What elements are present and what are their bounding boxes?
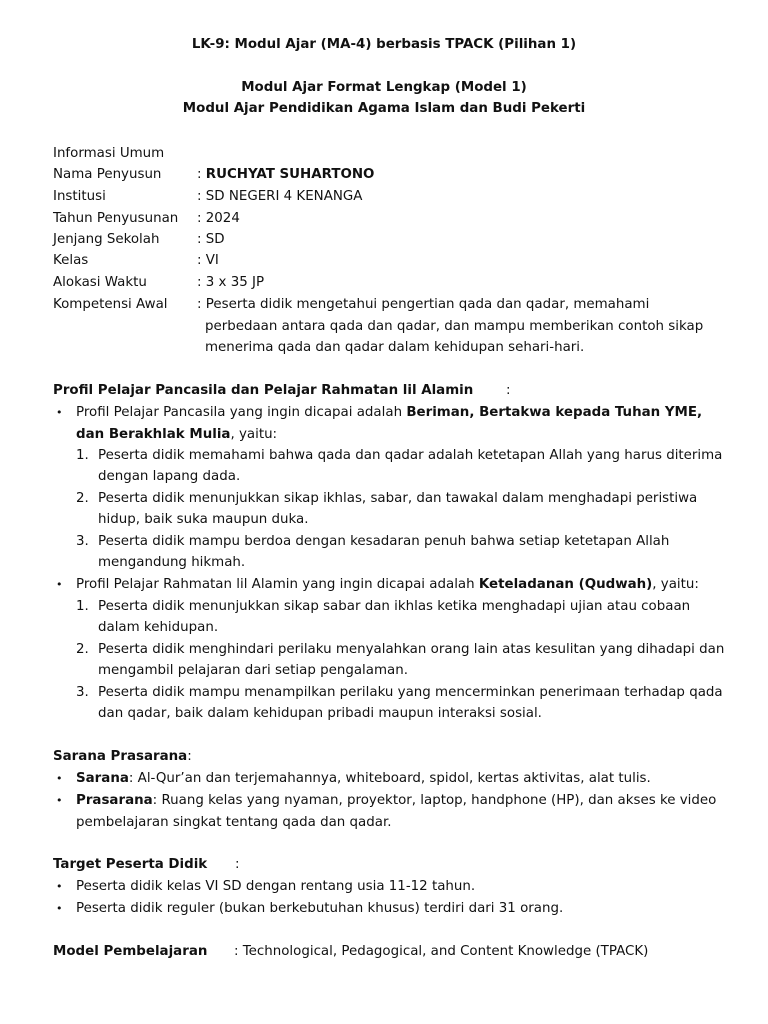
target-item: Peserta didik reguler (bukan berkebutuhan khusus) terdiri dari 31 orang. [76, 901, 564, 916]
info-value-institusi: : SD NEGERI 4 KENANGA [197, 189, 363, 204]
info-label-tahun: Tahun Penyusunan [53, 211, 179, 226]
target-heading: Target Peserta Didik [53, 857, 208, 872]
info-label-kelas: Kelas [53, 253, 89, 268]
info-heading: Informasi Umum [53, 146, 165, 161]
list-number: 2. [76, 642, 89, 657]
list-item: Peserta didik memahami bahwa qada dan qadar adalah ketetapan Allah yang harus diterima [98, 448, 723, 463]
list-number: 3. [76, 685, 89, 700]
list-number: 1. [76, 448, 89, 463]
list-item-cont: hidup, baik suka maupun duka. [98, 512, 309, 527]
info-value-kelas: : VI [197, 253, 219, 268]
info-value-tahun: : 2024 [197, 211, 240, 226]
list-item: Peserta didik menunjukkan sikap ikhlas, sabar, dan tawakal dalam menghadapi peristiwa [98, 491, 698, 506]
info-value-jenjang: : SD [197, 232, 225, 247]
bullet-icon: • [56, 902, 63, 915]
sarana-heading: Sarana Prasarana: [53, 749, 192, 764]
doc-subtitle-2: Modul Ajar Pendidikan Agama Islam dan Budi Pekerti [182, 101, 586, 116]
list-item: Peserta didik menghindari perilaku menyalahkan orang lain atas kesulitan yang dihadapi dan [98, 642, 725, 657]
bullet-icon: • [56, 772, 63, 785]
info-value-kompetensi-cont-2: menerima qada dan qadar dalam kehidupan sehari-hari. [205, 340, 585, 355]
bullet-icon: • [56, 406, 63, 419]
list-item: Peserta didik menunjukkan sikap sabar dan ikhlas ketika menghadapi ujian atau cobaan [98, 599, 691, 614]
list-item: Peserta didik mampu berdoa dengan kesadaran penuh bahwa setiap ketetapan Allah [98, 534, 670, 549]
model-label: Model Pembelajaran [53, 944, 208, 959]
info-value-alokasi: : 3 x 35 JP [197, 275, 265, 290]
profil-heading-colon: : [506, 383, 511, 398]
model-value: : Technological, Pedagogical, and Content Knowledge (TPACK) [234, 944, 649, 959]
doc-subtitle-1: Modul Ajar Format Lengkap (Model 1) [241, 80, 527, 95]
list-item-cont: dengan lapang dada. [98, 469, 241, 484]
info-label-nama: Nama Penyusun [53, 167, 162, 182]
info-value-kompetensi: : Peserta didik mengetahui pengertian qada dan qadar, memahami [197, 297, 650, 312]
target-item: Peserta didik kelas VI SD dengan rentang usia 11-12 tahun. [76, 879, 476, 894]
info-label-institusi: Institusi [53, 189, 106, 204]
info-label-kompetensi: Kompetensi Awal [53, 297, 168, 312]
bullet-icon: • [56, 794, 63, 807]
list-item-cont: mengandung hikmah. [98, 555, 246, 570]
list-number: 1. [76, 599, 89, 614]
sarana-item: Sarana: Al-Qur’an dan terjemahannya, whiteboard, spidol, kertas aktivitas, alat tulis. [76, 771, 651, 786]
bullet-icon: • [56, 578, 63, 591]
info-value-kompetensi-cont-1: perbedaan antara qada dan qadar, dan mampu memberikan contoh sikap [205, 319, 704, 334]
list-item-cont: dan qadar, baik dalam kehidupan pribadi maupun interaksi sosial. [98, 706, 542, 721]
doc-title: LK-9: Modul Ajar (MA-4) berbasis TPACK (Pilihan 1) [191, 37, 577, 52]
list-number: 3. [76, 534, 89, 549]
profil-p2-line-1: Profil Pelajar Rahmatan lil Alamin yang ingin dicapai adalah Keteladanan (Qudwah), yaitu: [76, 577, 699, 592]
prasarana-item-cont: pembelajaran singkat tentang qada dan qadar. [76, 815, 392, 830]
info-value-nama: : RUCHYAT SUHARTONO [197, 167, 375, 182]
list-number: 2. [76, 491, 89, 506]
info-label-alokasi: Alokasi Waktu [53, 275, 147, 290]
list-item-cont: dalam kehidupan. [98, 620, 219, 635]
list-item: Peserta didik mampu menampilkan perilaku yang mencerminkan penerimaan terhadap qada [98, 685, 723, 700]
profil-heading: Profil Pelajar Pancasila dan Pelajar Rahmatan lil Alamin [53, 383, 474, 398]
bullet-icon: • [56, 880, 63, 893]
target-heading-colon: : [235, 857, 240, 872]
profil-p1-line-2: dan Berakhlak Mulia, yaitu: [76, 427, 278, 442]
prasarana-item: Prasarana: Ruang kelas yang nyaman, proyektor, laptop, handphone (HP), dan akses ke video [76, 793, 717, 808]
list-item-cont: mengambil pelajaran dari setiap pengalaman. [98, 663, 408, 678]
profil-p1-line-1: Profil Pelajar Pancasila yang ingin dicapai adalah Beriman, Bertakwa kepada Tuhan YME, [76, 405, 703, 420]
info-label-jenjang: Jenjang Sekolah [53, 232, 160, 247]
